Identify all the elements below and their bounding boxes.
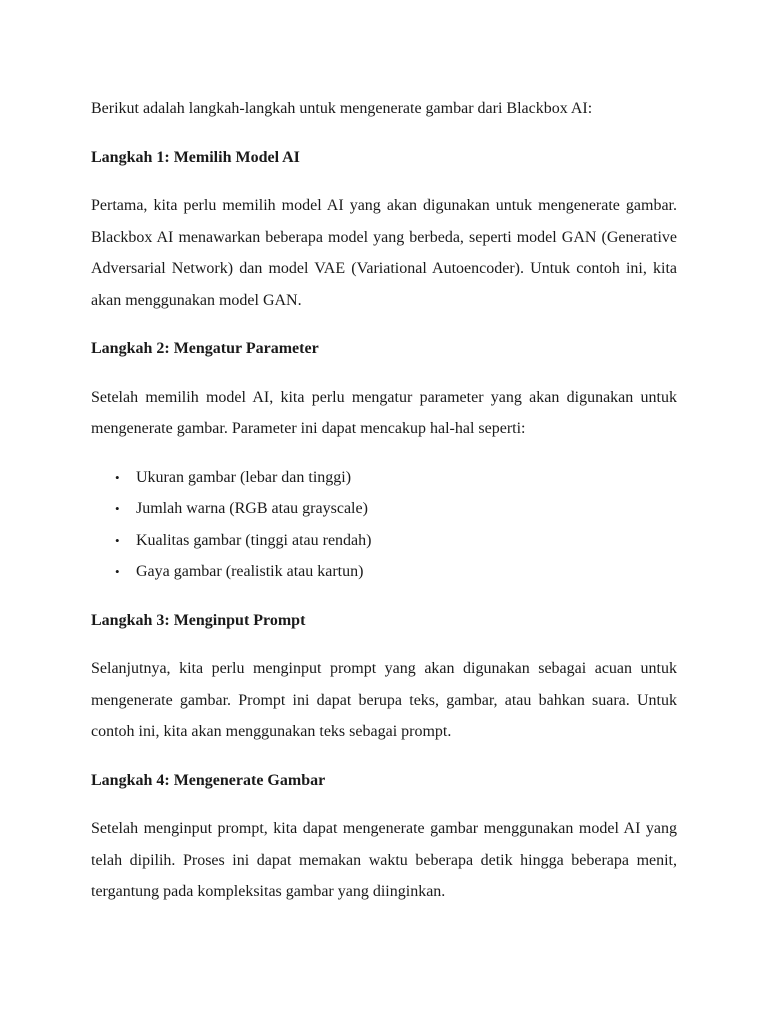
step-4-section xyxy=(91,765,677,908)
bullet-icon: • xyxy=(115,501,120,516)
list-item-text: Jumlah warna (RGB atau grayscale) xyxy=(136,500,368,517)
list-item xyxy=(91,493,677,525)
bullet-icon: • xyxy=(115,564,120,579)
step-1-section xyxy=(91,142,677,317)
bullet-icon: • xyxy=(115,469,120,485)
step-4-paragraph: Setelah menginput prompt, kita dapat mengenerate gambar menggunakan model AI yang telah dipilih. Proses ini dapat memakan waktu beberapa detik hingga beberapa menit, tergantung pada kompleksitas gambar yang diinginkan. xyxy=(91,820,677,900)
list-item-text: Kualitas gambar (tinggi atau rendah) xyxy=(136,531,372,549)
step-2-paragraph: Setelah memilih model AI, kita perlu mengatur parameter yang akan digunakan untuk mengenerate gambar. Parameter ini dapat mencakup hal-hal seperti: xyxy=(91,388,677,437)
step-1-paragraph: Pertama, kita perlu memilih model AI yang akan digunakan untuk mengenerate gambar. Blackbox AI menawarkan beberapa model yang berbeda, seperti model GAN (Generative Adversarial Network) dan model VAE (Variational Autoencoder). Untuk contoh ini, kita akan menggunakan model GAN. xyxy=(91,197,677,309)
step-2-heading: Langkah 2: Mengatur Parameter xyxy=(91,340,319,357)
list-item xyxy=(91,525,677,557)
step-3-section xyxy=(91,605,677,748)
step-3-paragraph: Selanjutnya, kita perlu menginput prompt yang akan digunakan sebagai acuan untuk mengenerate gambar. Prompt ini dapat berupa teks, gambar, atau bahkan suara. Untuk contoh ini, kita akan menggunakan teks sebagai prompt. xyxy=(91,660,677,740)
intro-paragraph: Berikut adalah langkah-langkah untuk mengenerate gambar dari Blackbox AI: xyxy=(91,100,593,117)
step-1-heading: Langkah 1: Memilih Model AI xyxy=(91,148,300,166)
list-item xyxy=(91,556,677,588)
step-3-heading: Langkah 3: Menginput Prompt xyxy=(91,611,306,629)
parameter-list xyxy=(91,462,677,588)
bullet-icon: • xyxy=(115,532,120,548)
step-4-heading: Langkah 4: Mengenerate Gambar xyxy=(91,771,326,789)
document-page xyxy=(91,93,677,925)
list-item xyxy=(91,462,677,494)
step-2-section xyxy=(91,333,677,588)
list-item-text: Gaya gambar (realistik atau kartun) xyxy=(136,563,364,580)
list-item-text: Ukuran gambar (lebar dan tinggi) xyxy=(136,468,352,486)
